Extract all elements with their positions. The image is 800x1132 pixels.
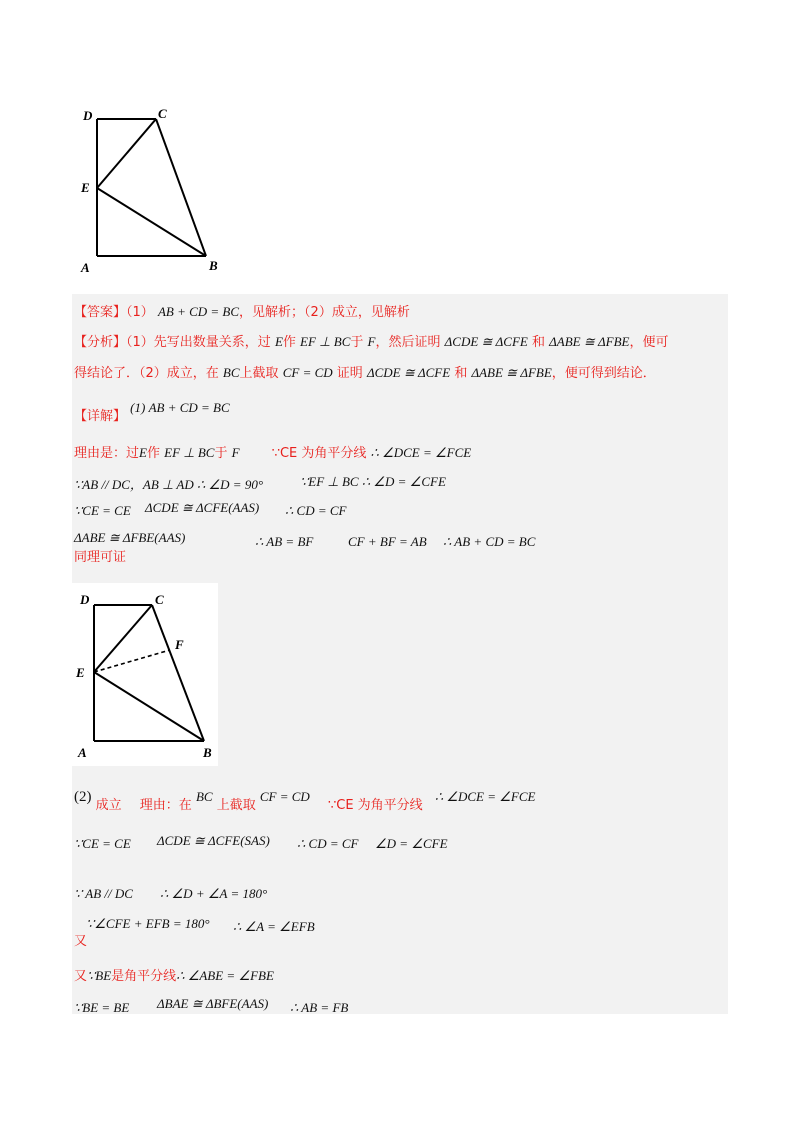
part2-line-4-red: 又 [74,934,88,949]
detail-line-4a: ∵CE = CE [74,503,131,518]
detail-head: (1) AB + CD = BC [130,400,230,415]
part2-line-2a: ∵CE = CE [74,836,131,851]
part2-ce: ∵CE 为角平分线 [327,798,423,813]
part2-line-2d: ∠D = ∠CFE [375,836,448,851]
part2-b: 理由：在 [139,798,192,813]
analysis-cf-cd: CF = CD [282,365,333,380]
reason-text-3: 于 [214,446,228,461]
analysis-bc: BC [222,365,240,380]
detail-line-5a: ΔABE ≅ ΔFBE(AAS) [74,530,186,545]
part2-line-2b: ΔCDE ≅ ΔCFE(SAS) [157,833,270,848]
segment-eb-2 [94,672,204,741]
segment-ef-dashed [94,650,170,672]
reason-ef-perp-bc: EF ⊥ BC [164,445,215,460]
part2-l5-eq: ∴ ∠ABE = ∠FBE [176,968,274,983]
reason-e: E [139,445,147,460]
part2-line-2c: ∴ CD = CF [297,836,359,851]
analysis-text-10: 和 [454,366,468,381]
segment-cb [156,119,206,256]
part2-line-1 [74,786,536,813]
detail-tag: 【详解】 [74,409,127,424]
label-a-2: A [78,745,87,760]
detail-line-5d: ∴ AB + CD = BC [443,534,536,549]
figure-1 [76,100,226,280]
label-b-2: B [203,745,212,760]
reason-f: F [231,445,240,460]
label-d: D [83,108,93,123]
segment-eb [97,188,206,256]
reason-text-2: 作 [146,446,160,461]
analysis-tag: 【分析】 [74,335,127,350]
part2-l5-text: 是角平分线 [111,969,177,984]
analysis-e: E [274,334,283,349]
part2-line-4b: ∴ ∠A = ∠EFB [233,919,315,934]
part2-eq: ∴ ∠DCE = ∠FCE [434,789,536,804]
analysis-text-6: ，便可 [629,335,669,350]
analysis-text-5: 和 [532,335,546,350]
label-d-2: D [80,592,90,607]
detail-line-4b: ΔCDE ≅ ΔCFE(AAS) [145,500,260,515]
answer-part1: （1） [126,305,154,320]
label-e: E [81,180,90,195]
part2-cf-cd: CF = CD [259,789,310,804]
segment-ec [97,119,156,188]
detail-line-5-red: 同理可证 [74,550,127,565]
part2-line-5 [74,965,274,984]
detail-line-5c: CF + BF = AB [348,534,427,549]
reason-ce: ∵CE 为角平分线 [271,446,367,461]
part2-line-3a: ∵ AB // DC [74,886,133,901]
label-a: A [81,260,90,275]
analysis-text-3: 于 [350,335,364,350]
analysis-text-4: ，然后证明 [375,335,441,350]
detail-line-2 [74,442,471,461]
analysis-text-1: （1）先写出数量关系，过 [126,335,271,350]
analysis-text-7: 得结论了．（2）成立，在 [74,366,219,381]
label-c: C [158,106,167,121]
detail-line-5b: ∴ AB = BF [255,534,314,549]
analysis-text-11: ，便可得到结论． [551,366,656,381]
reason-eq: ∴ ∠DCE = ∠FCE [370,445,472,460]
part2-c: 上截取 [216,798,256,813]
answer-formula: AB + CD = BC [157,304,240,319]
label-b: B [209,258,218,273]
analysis-line-1 [74,331,668,350]
answer-tag: 【答案】 [74,305,127,320]
answer-rest: ，见解析；（2）成立，见解析 [239,305,410,320]
analysis-cong-1: ΔCDE ≅ ΔCFE [444,334,528,349]
analysis-cong-4: ΔABE ≅ ΔFBE [471,365,552,380]
detail-line-4c: ∴ CD = CF [285,503,347,518]
part2-a: 成立 [95,798,122,813]
figure-2 [72,583,218,766]
analysis-ef-perp-bc: EF ⊥ BC [300,334,351,349]
part2-line-6a: ∵BE = BE [74,1000,130,1015]
part2-line-3b: ∴ ∠D + ∠A = 180° [160,886,268,901]
label-e-2: E [76,665,85,680]
analysis-text-2: 作 [282,335,296,350]
part2-line-6c: ∴ AB = FB [290,1000,349,1015]
detail-line-3b: ∵EF ⊥ BC ∴ ∠D = ∠CFE [300,474,446,489]
label-c-2: C [155,592,164,607]
detail-line-1 [74,397,230,424]
answer-line [74,301,410,320]
reason-text-1: 理由是：过 [74,446,140,461]
analysis-cong-2: ΔABE ≅ ΔFBE [549,334,630,349]
segment-cb-2 [152,605,204,741]
part2-line-6b: ΔBAE ≅ ΔBFE(AAS) [157,996,269,1011]
analysis-text-9: 证明 [336,366,363,381]
label-f-2: F [175,637,184,652]
analysis-line-2 [74,362,656,381]
part2-num: (2) [74,789,92,805]
analysis-cong-3: ΔCDE ≅ ΔCFE [366,365,451,380]
part2-line-4a: ∵∠CFE + EFB = 180° [86,916,210,931]
part2-l5-be: ∵BE [87,968,112,983]
part2-l5-red: 又 [74,969,88,984]
analysis-text-8: 上截取 [239,366,279,381]
detail-line-3a: ∵AB // DC，AB ⊥ AD ∴ ∠D = 90° [74,477,264,492]
part2-bc: BC [195,789,213,804]
analysis-f: F [367,334,376,349]
segment-ec-2 [94,605,152,672]
